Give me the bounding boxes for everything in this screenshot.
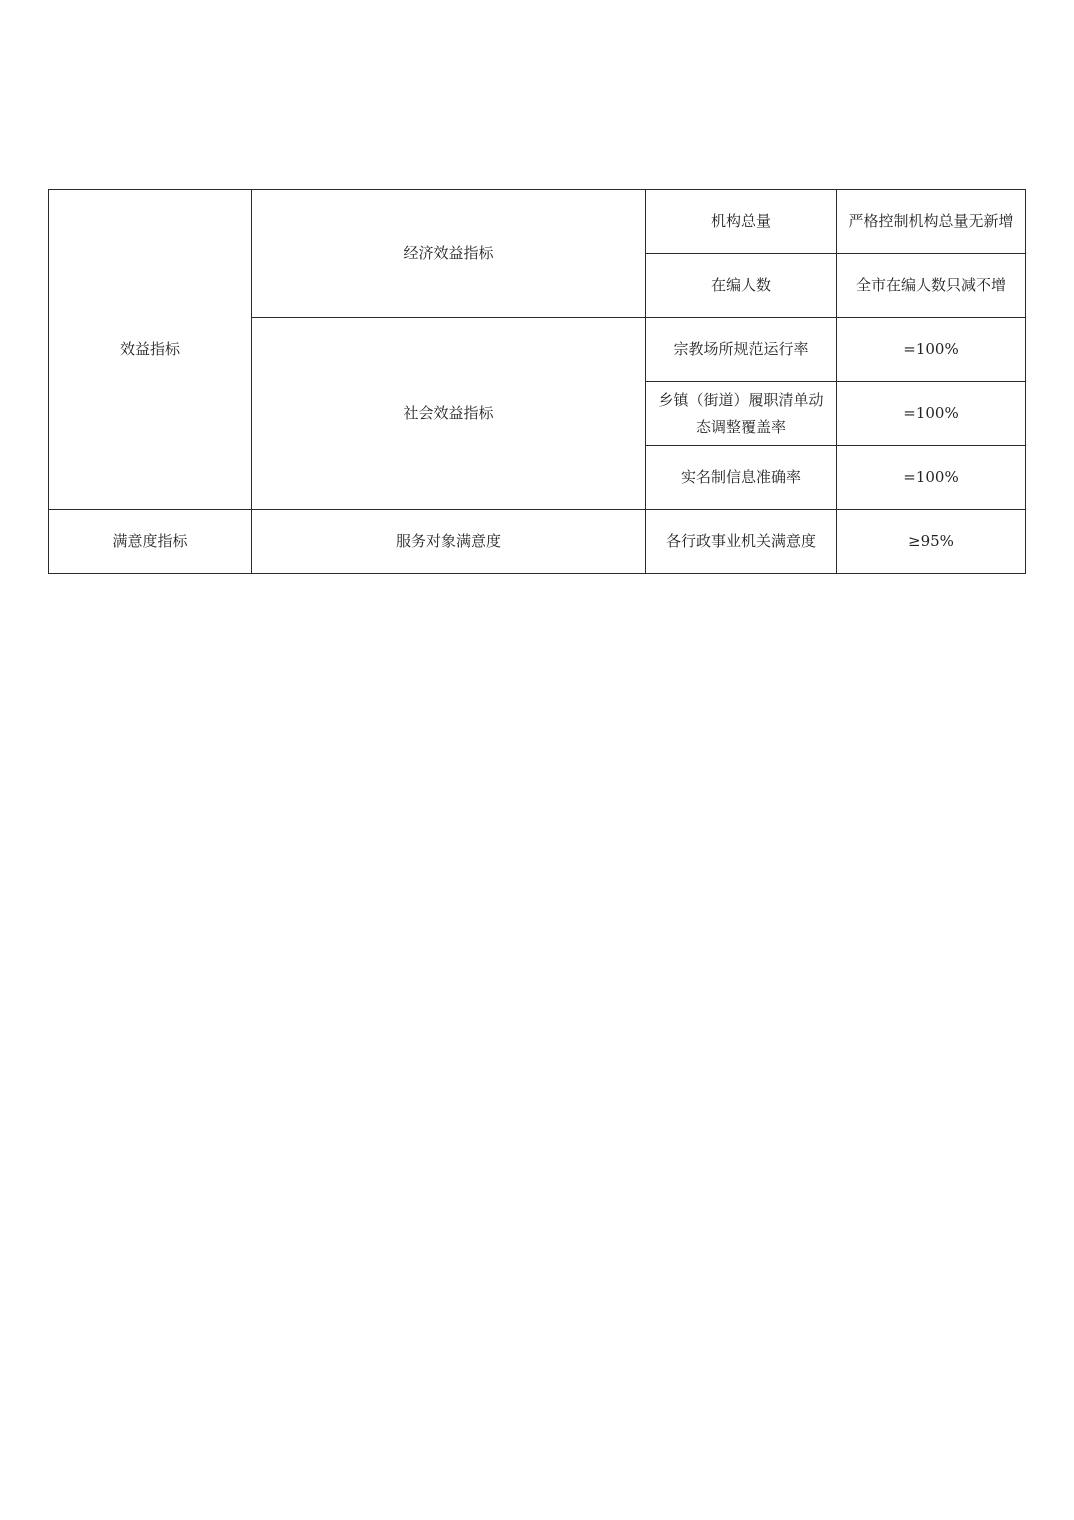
level2-cell-social: 社会效益指标 <box>252 318 646 510</box>
indicator-cell: 乡镇（街道）履职清单动态调整覆盖率 <box>646 382 837 446</box>
indicator-cell: 各行政事业机关满意度 <box>646 510 837 574</box>
indicator-cell: 在编人数 <box>646 254 837 318</box>
level2-cell-service: 服务对象满意度 <box>252 510 646 574</box>
indicator-cell: 宗教场所规范运行率 <box>646 318 837 382</box>
value-cell: 全市在编人数只减不增 <box>837 254 1026 318</box>
table-row <box>49 190 1026 254</box>
level1-cell-satisfaction: 满意度指标 <box>49 510 252 574</box>
value-cell: ≥95% <box>837 510 1026 574</box>
value-cell: =100% <box>837 446 1026 510</box>
value-cell: =100% <box>837 382 1026 446</box>
performance-indicator-table <box>48 189 1026 574</box>
level2-cell-economic: 经济效益指标 <box>252 190 646 318</box>
table-row <box>49 510 1026 574</box>
indicator-cell: 机构总量 <box>646 190 837 254</box>
value-cell: =100% <box>837 318 1026 382</box>
value-cell: 严格控制机构总量无新增 <box>837 190 1026 254</box>
level1-cell-benefit: 效益指标 <box>49 190 252 510</box>
indicator-cell: 实名制信息准确率 <box>646 446 837 510</box>
